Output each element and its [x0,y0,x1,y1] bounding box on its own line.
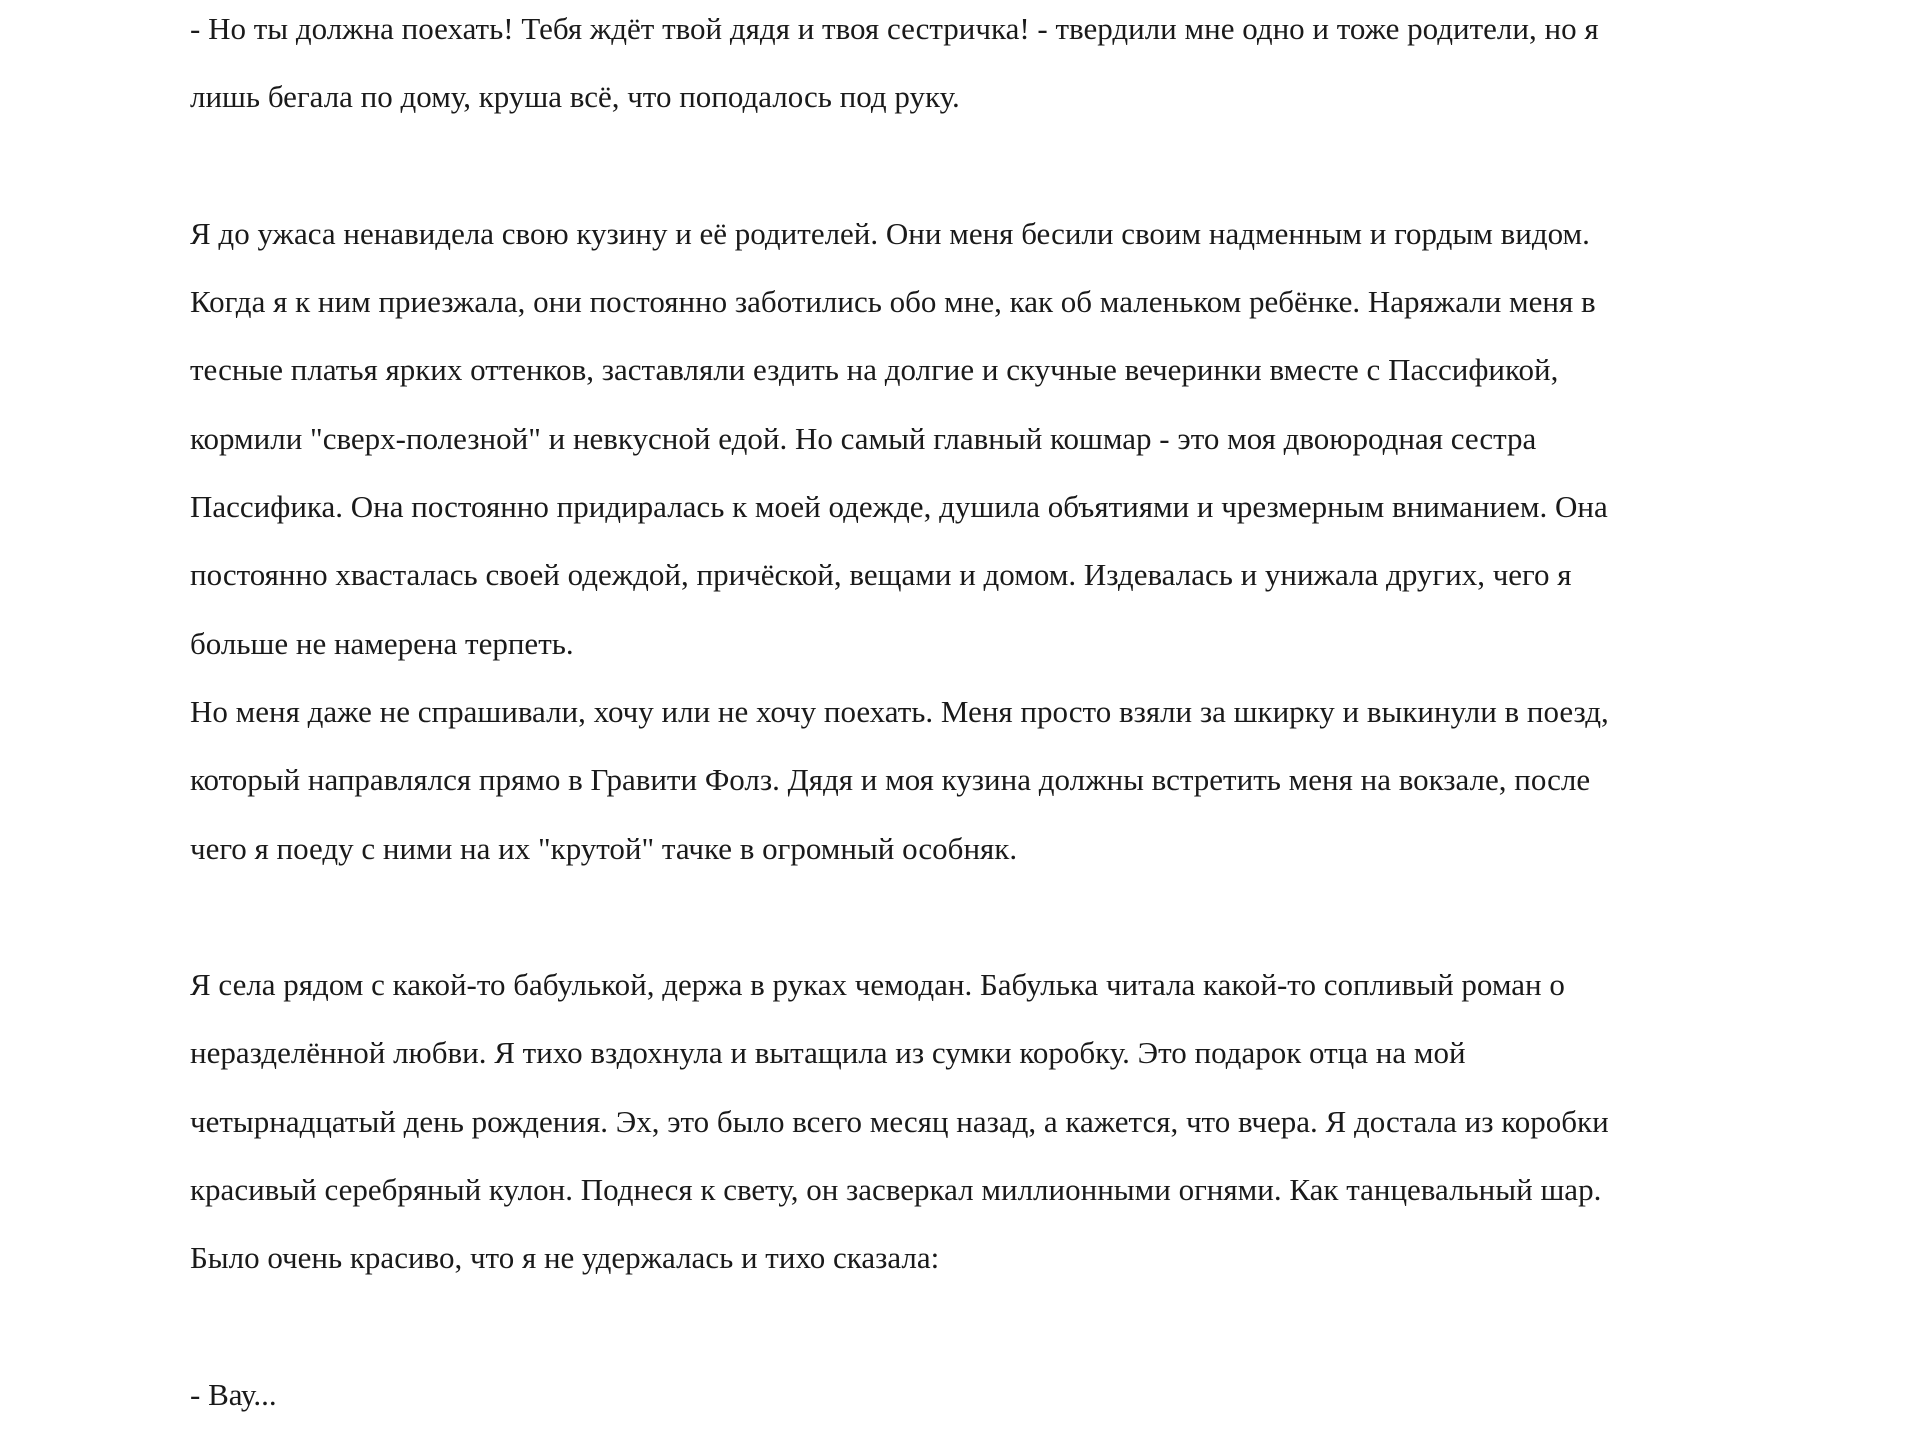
text-line: Я села рядом с какой-то бабулькой, держа в руках чемодан. Бабулька читала какой-то сопливый роман о [190,967,1565,1003]
blank-line [190,1298,1810,1366]
text-line: кормили "сверх-полезной" и невкусной едой. Но самый главный кошмар - это моя двоюродная сестра [190,420,1537,456]
text-line: чего я поеду с ними на их "крутой" тачке в огромный особняк. [190,830,1018,866]
text-line: лишь бегала по дому, круша всё, что поподалось под руку. [190,79,960,115]
text-line: который направлялся прямо в Гравити Фолз. Дядя и моя кузина должны встретить меня на вокзале, после [190,762,1591,798]
text-line: - Вау... [190,1376,277,1412]
blank-line [190,137,1810,205]
blank-line [190,888,1810,956]
text-line: Было очень красиво, что я не удержалась и тихо сказала: [190,1240,940,1276]
text-line: - Но ты должна поехать! Тебя ждёт твой дядя и твоя сестричка! - твердили мне одно и тоже родители, но я [190,11,1599,46]
text-line: больше не намерена терпеть. [190,625,574,661]
text-line: Но меня даже не спрашивали, хочу или не хочу поехать. Меня просто взяли за шкирку и выкинули в поезд, [190,693,1609,729]
text-line: неразделённой любви. Я тихо вздохнула и вытащила из сумки коробку. Это подарок отца на мой [190,1035,1466,1071]
text-line: четырнадцатый день рождения. Эх, это было всего месяц назад, а кажется, что вчера. Я достала из коробки [190,1103,1609,1139]
text-line: красивый серебряный кулон. Поднеся к свету, он засверкал миллионными огнями. Как танцевальный шар. [190,1172,1602,1208]
text-line: Когда я к ним приезжала, они постоянно заботились обо мне, как об маленьком ребёнке. Наряжали меня в [190,284,1596,320]
text-line: постоянно хвасталась своей одеждой, причёской, вещами и домом. Издевалась и унижала других, чего я [190,557,1572,593]
text-line: тесные платья ярких оттенков, заставляли ездить на долгие и скучные вечеринки вместе с Пассификой, [190,352,1559,388]
text-line: Я до ужаса ненавидела свою кузину и её родителей. Они меня бесили своим надменным и гордым видом. [190,215,1590,251]
text-line: Пассифика. Она постоянно придиралась к моей одежде, душила объятиями и чрезмерным вниманием. Она [190,489,1608,525]
story-text [190,0,1810,1434]
